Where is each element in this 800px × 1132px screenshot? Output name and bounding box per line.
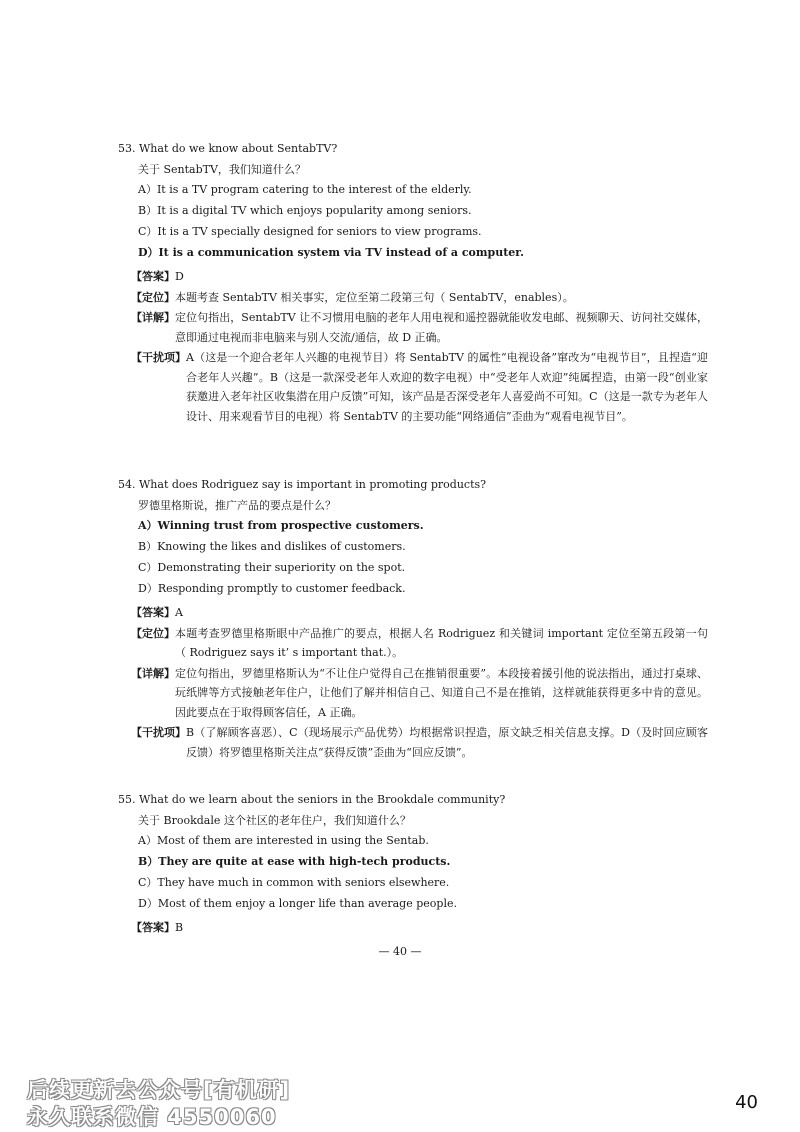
locate-text: 本题考查罗德里格斯眼中产品推广的要点，根据人名 Rodriguez 和关键词 important 定位至第五段第一句（ Rodriguez says it’ s important that.）。 [175,626,708,659]
answer-label: 【答案】 [131,606,175,619]
explain-text: 定位句指出，罗德里格斯认为“不让住户觉得自己在推销很重要”。本段接着援引他的说法指出，通过打桌球、玩纸牌等方式接触老年住户，让他们了解并相信自己、知道自己不是在推销，这样就能获得更多中肯的意见。因此要点在于取得顾客信任，A 正确。 [175,666,708,719]
distractor-label: 【干扰项】 [131,351,186,364]
locate-row [131,288,708,308]
option-d-correct: D）It is a communication system via TV instead of a computer. [138,246,524,259]
answer-row [131,918,708,938]
distractor-row [131,348,708,426]
question-translation: 关于 SentabTV，我们知道什么？ [138,163,306,176]
locate-label: 【定位】 [131,626,175,640]
corner-page-number: 40 [735,1092,758,1113]
explain-row [131,308,708,347]
question-translation: 罗德里格斯说，推广产品的要点是什么？ [138,499,336,512]
question-text: 54. What does Rodriguez say is important in promoting products? [118,478,487,491]
answer-label: 【答案】 [131,921,175,934]
page-number: — 40 — [378,945,422,958]
watermark-line-1: 后续更新去公众号[有机研] [27,1078,291,1102]
explain-label: 【详解】 [131,666,175,680]
distractor-text: A（这是一个迎合老年人兴趣的电视节目）将 SentabTV 的属性“电视设备”窜改为“电视节目”，且捏造“迎合老年人兴趣”。B（这是一款深受老年人欢迎的数字电视）中“受老年人欢迎”纯属捏造，由第一段“创业家获邀进入老年社区收集潜在用户反馈”可知，该产品是否深受老年人喜爱尚不可知。C（这是一款专为老年人设计、用来观看节目的电视）将 SentabTV 的主要功能“网络通信”歪曲为“观看电视节目”。 [186,351,708,423]
option-d: D）Most of them enjoy a longer life than average people. [138,897,457,910]
explain-row [131,664,708,723]
option-a: A）Most of them are interested in using the Sentab. [138,834,429,847]
watermark-line-2: 永久联系微信 4550060 [27,1105,277,1129]
question-block-53 [118,142,708,427]
option-d: D）Responding promptly to customer feedback. [138,582,406,595]
question-text: 55. What do we learn about the seniors in the Brookdale community? [118,793,506,806]
locate-text: 本题考查 SentabTV 相关事实，定位至第二段第三句（ SentabTV，enables）。 [175,290,574,304]
distractor-label: 【干扰项】 [131,726,186,739]
answer-value: D [175,270,184,283]
option-b: B）It is a digital TV which enjoys popularity among seniors. [138,204,472,217]
question-block-54 [118,478,708,763]
option-a: A）It is a TV program catering to the interest of the elderly. [138,183,472,196]
answer-value: B [175,921,184,934]
explain-text: 定位句指出，SentabTV 让不习惯用电脑的老年人用电视和遥控器就能收发电邮、视频聊天、访问社交媒体，意即通过电视而非电脑来与别人交流/通信，故 D 正确。 [175,311,708,344]
answer-row [131,267,708,287]
option-c: C）It is a TV specially designed for seniors to view programs. [138,225,482,238]
question-translation: 关于 Brookdale 这个社区的老年住户，我们知道什么？ [138,814,411,827]
locate-row [131,624,708,663]
answer-row [131,603,708,623]
explain-label: 【详解】 [131,311,175,324]
option-a-correct: A）Winning trust from prospective customers. [138,519,424,532]
distractor-text: B（了解顾客喜恶）、C（现场展示产品优势）均根据常识捏造，原文缺乏相关信息支撑。D（及时回应顾客反馈）将罗德里格斯关注点“获得反馈”歪曲为“回应反馈”。 [186,726,708,759]
option-b-correct: B）They are quite at ease with high-tech products. [138,855,451,868]
option-c: C）Demonstrating their superiority on the spot. [138,561,406,574]
option-c: C）They have much in common with seniors elsewhere. [138,876,450,889]
locate-label: 【定位】 [131,290,175,304]
distractor-row [131,723,708,762]
question-text: 53. What do we know about SentabTV? [118,142,338,155]
option-b: B）Knowing the likes and dislikes of customers. [138,540,406,553]
answer-value: A [175,606,183,619]
answer-label: 【答案】 [131,270,175,283]
question-block-55 [118,793,708,939]
